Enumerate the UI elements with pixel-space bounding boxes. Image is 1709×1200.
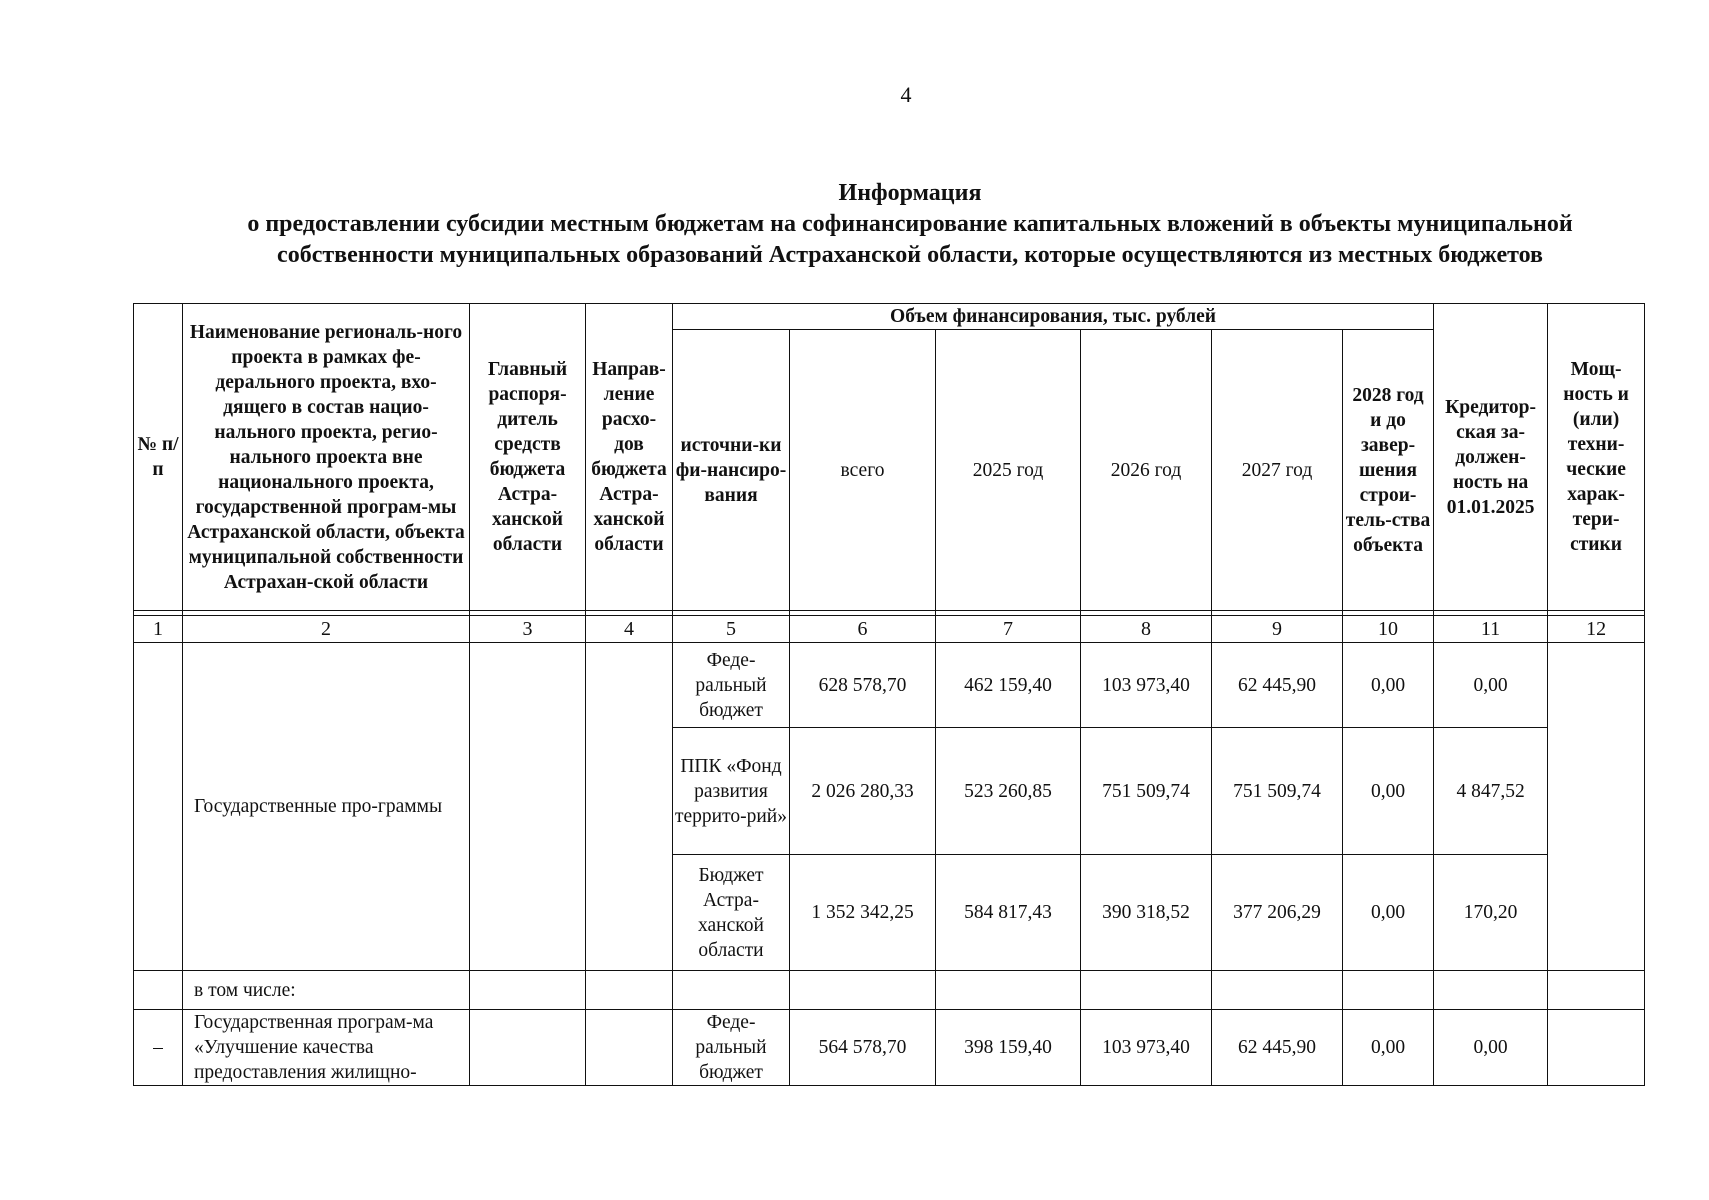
- cell-2026: 390 318,52: [1081, 855, 1212, 971]
- cell-source: ППК «Фонд развития террито-рий»: [673, 728, 790, 855]
- cell-capacity: [1548, 1010, 1645, 1086]
- column-number: 6: [790, 616, 936, 643]
- cell-total: 1 352 342,25: [790, 855, 936, 971]
- cell-total: 2 026 280,33: [790, 728, 936, 855]
- column-number: 2: [183, 616, 470, 643]
- cell-direction: [586, 643, 673, 971]
- cell-source: Феде-ральный бюджет: [673, 643, 790, 728]
- cell-total: 564 578,70: [790, 1010, 936, 1086]
- page-number: 4: [900, 82, 912, 107]
- cell-2028: 0,00: [1343, 1010, 1434, 1086]
- cell-2028: 0,00: [1343, 643, 1434, 728]
- cell-debt: 170,20: [1434, 855, 1548, 971]
- header-2027: 2027 год: [1212, 330, 1343, 611]
- header-2026: 2026 год: [1081, 330, 1212, 611]
- cell-num: [134, 643, 183, 971]
- cell-2028: 0,00: [1343, 728, 1434, 855]
- cell-2025: 584 817,43: [936, 855, 1081, 971]
- cell-total: 628 578,70: [790, 643, 936, 728]
- header-row-1: [134, 304, 1645, 330]
- header-financing-group: Объем финансирования, тыс. рублей: [673, 304, 1434, 330]
- including-label: в том числе:: [183, 971, 470, 1010]
- column-number: 7: [936, 616, 1081, 643]
- cell-2027: 377 206,29: [1212, 855, 1343, 971]
- column-number: 11: [1434, 616, 1548, 643]
- cell-2026: 103 973,40: [1081, 643, 1212, 728]
- cell-manager: [470, 643, 586, 971]
- column-number: 10: [1343, 616, 1434, 643]
- cell-debt: 0,00: [1434, 1010, 1548, 1086]
- header-capacity: Мощ-ность и (или) техни-ческие харак-тери-стики: [1548, 304, 1645, 611]
- cell-2025: 462 159,40: [936, 643, 1081, 728]
- cell-manager: [470, 1010, 586, 1086]
- header-direction: Направ-ление расхо-дов бюджета Астра-ханской области: [586, 304, 673, 611]
- cell-2025: 398 159,40: [936, 1010, 1081, 1086]
- cell-2027: 62 445,90: [1212, 643, 1343, 728]
- cell-2027: 62 445,90: [1212, 1010, 1343, 1086]
- financing-table: [133, 303, 1645, 1086]
- cell-debt: 4 847,52: [1434, 728, 1548, 855]
- column-number: 4: [586, 616, 673, 643]
- header-debt: Кредитор-ская за-должен-ность на 01.01.2025: [1434, 304, 1548, 611]
- header-sources: источни-ки фи-нансиро-вания: [673, 330, 790, 611]
- title-line-3: собственности муниципальных образований Астраханской области, которые осуществляются из местных бюджетов: [277, 242, 1543, 268]
- cell-direction: [586, 1010, 673, 1086]
- header-name: Наименование региональ-ного проекта в рамках фе-дерального проекта, вхо-дящего в состав нацио-нального проекта, регио-нального проекта вне национального проекта, государственной програм-мы Астраханской области, объекта муниципальной собственности Астрахан-ской области: [183, 304, 470, 611]
- state-programs-name: Государственные про-граммы: [183, 643, 470, 971]
- column-number: 9: [1212, 616, 1343, 643]
- cell-2026: 103 973,40: [1081, 1010, 1212, 1086]
- column-number: 12: [1548, 616, 1645, 643]
- column-number: 1: [134, 616, 183, 643]
- cell-source: Феде-ральный бюджет: [673, 1010, 790, 1086]
- document-title: [180, 178, 1640, 271]
- header-2028: 2028 год и до завер-шения строи-тель-ства объекта: [1343, 330, 1434, 611]
- program-housing-name: Государственная програм-ма «Улучшение качества предоставления жилищно-: [183, 1010, 470, 1086]
- table-row: [134, 643, 1645, 728]
- table-row: [134, 971, 1645, 1010]
- title-line-2: о предоставлении субсидии местным бюджетам на софинансирование капитальных вложений в объекты муниципальной: [247, 211, 1573, 237]
- cell-capacity: [1548, 643, 1645, 971]
- cell-debt: 0,00: [1434, 643, 1548, 728]
- cell-2026: 751 509,74: [1081, 728, 1212, 855]
- header-manager: Главный распоря-дитель средств бюджета Астра-ханской области: [470, 304, 586, 611]
- cell-2028: 0,00: [1343, 855, 1434, 971]
- column-number: 8: [1081, 616, 1212, 643]
- cell-source: Бюджет Астра-ханской области: [673, 855, 790, 971]
- header-total: всего: [790, 330, 936, 611]
- cell-num: –: [134, 1010, 183, 1086]
- cell-2027: 751 509,74: [1212, 728, 1343, 855]
- column-number: 5: [673, 616, 790, 643]
- column-numbers-row: [134, 616, 1645, 643]
- title-line-1: Информация: [838, 180, 982, 206]
- table-row: [134, 1010, 1645, 1086]
- header-num: № п/п: [134, 304, 183, 611]
- cell-num: [134, 971, 183, 1010]
- cell-2025: 523 260,85: [936, 728, 1081, 855]
- column-number: 3: [470, 616, 586, 643]
- header-2025: 2025 год: [936, 330, 1081, 611]
